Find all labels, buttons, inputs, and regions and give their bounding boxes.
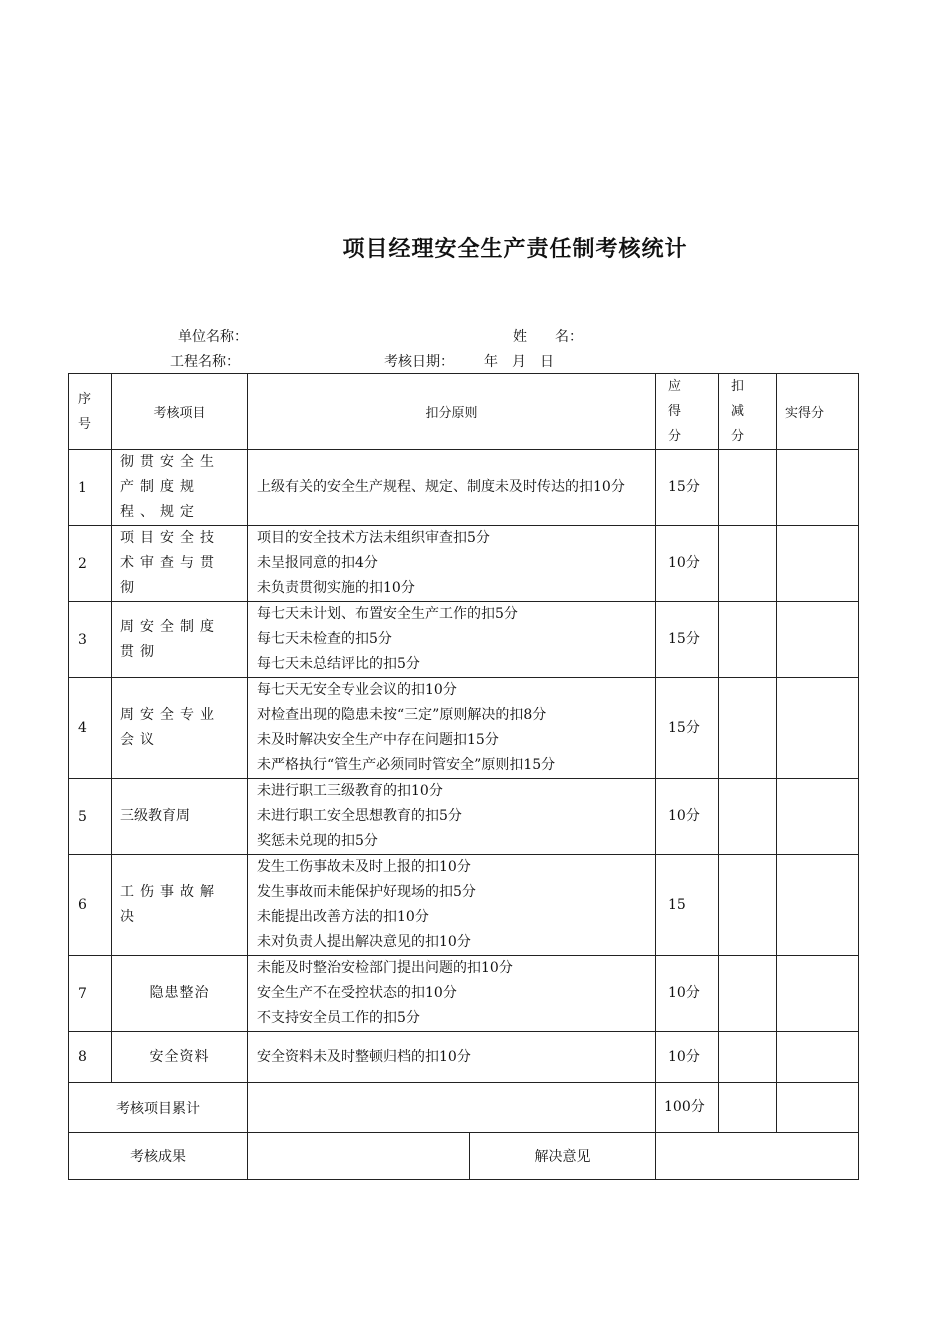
row-rules (248, 526, 656, 602)
row-seq: 5 (69, 779, 112, 855)
header-rule: 扣分原则 (248, 374, 656, 450)
rule-line: 每七天未计划、布置安全生产工作的扣5分 (257, 606, 518, 622)
row-rules (248, 602, 656, 678)
row-seq: 2 (69, 526, 112, 602)
total-blank-cell (248, 1083, 656, 1133)
row-due-score: 15分 (656, 602, 719, 678)
row-actual-cell (777, 779, 859, 855)
rule-line: 发生事故而未能保护好现场的扣5分 (257, 884, 476, 900)
table-row (69, 602, 859, 678)
row-deduct-cell (719, 450, 777, 526)
rule-line: 未进行职工安全思想教育的扣5分 (257, 808, 462, 824)
row-actual-cell (777, 602, 859, 678)
row-seq: 6 (69, 855, 112, 956)
assessment-date-value: 年 月 日 (484, 354, 554, 370)
row-due-score: 15 (656, 855, 719, 956)
row-due-score: 15分 (656, 678, 719, 779)
rule-line: 不支持安全员工作的扣5分 (257, 1010, 420, 1026)
row-due-score: 10分 (656, 1032, 719, 1083)
header-seq (69, 374, 112, 450)
rule-line: 未呈报同意的扣4分 (257, 555, 378, 571)
header-due (656, 374, 719, 450)
row-item: 项目安全技术审查与贯彻 (112, 526, 248, 602)
header-row (69, 374, 859, 450)
row-deduct-cell (719, 1032, 777, 1083)
row-item: 三级教育周 (112, 779, 248, 855)
row-rules (248, 779, 656, 855)
row-rules (248, 855, 656, 956)
table-row (69, 855, 859, 956)
row-rules (248, 1032, 656, 1083)
table-row (69, 956, 859, 1032)
header-due-text: 应得分 (668, 379, 682, 444)
row-item: 安全资料 (112, 1032, 248, 1083)
total-label: 考核项目累计 (69, 1083, 248, 1133)
row-due-score: 10分 (656, 526, 719, 602)
row-deduct-cell (719, 526, 777, 602)
row-item: 周安全专业会议 (112, 678, 248, 779)
rule-line: 未及时解决安全生产中存在问题扣15分 (257, 732, 499, 748)
table-row (69, 1032, 859, 1083)
rule-line: 奖惩未兑现的扣5分 (257, 833, 378, 849)
project-name-label: 工程名称： (170, 354, 240, 370)
unit-name-label: 单位名称： (178, 329, 248, 345)
row-due-score: 15分 (656, 450, 719, 526)
header-deduct (719, 374, 777, 450)
row-item: 隐患整治 (112, 956, 248, 1032)
opinion-label: 解决意见 (470, 1133, 656, 1180)
row-deduct-cell (719, 678, 777, 779)
rule-line: 安全资料未及时整顿归档的扣10分 (257, 1048, 471, 1065)
rule-line: 每七天无安全专业会议的扣10分 (257, 682, 457, 698)
row-item: 彻贯安全生产制度规程、规定 (112, 450, 248, 526)
rule-line: 安全生产不在受控状态的扣10分 (257, 985, 457, 1001)
row-deduct-cell (719, 602, 777, 678)
rule-line: 未对负责人提出解决意见的扣10分 (257, 934, 471, 950)
result-value-cell (248, 1133, 470, 1180)
row-seq: 4 (69, 678, 112, 779)
table-row (69, 779, 859, 855)
rule-line: 上级有关的安全生产规程、规定、制度未及时传达的扣10分 (257, 479, 625, 495)
row-actual-cell (777, 1032, 859, 1083)
header-item: 考核项目 (112, 374, 248, 450)
row-due-score: 10分 (656, 779, 719, 855)
table-row (69, 450, 859, 526)
row-item: 周安全制度贯彻 (112, 602, 248, 678)
rule-line: 未严格执行“管生产必须同时管安全”原则扣15分 (257, 757, 556, 773)
opinion-value-cell (656, 1133, 859, 1180)
page-title: 项目经理安全生产责任制考核统计 (342, 237, 688, 262)
person-name-label: 姓 名： (513, 329, 583, 345)
total-deduct-cell (719, 1083, 777, 1133)
rule-line: 发生工伤事故未及时上报的扣10分 (257, 859, 471, 875)
row-due-score: 10分 (656, 956, 719, 1032)
row-deduct-cell (719, 779, 777, 855)
row-rules (248, 678, 656, 779)
header-actual: 实得分 (777, 374, 859, 450)
row-actual-cell (777, 678, 859, 779)
total-actual-cell (777, 1083, 859, 1133)
row-seq: 3 (69, 602, 112, 678)
table-row (69, 678, 859, 779)
rule-line: 未进行职工三级教育的扣10分 (257, 783, 443, 799)
result-label: 考核成果 (69, 1133, 248, 1180)
header-seq-text: 序号 (78, 391, 92, 432)
row-actual-cell (777, 956, 859, 1032)
rule-line: 未负责贯彻实施的扣10分 (257, 580, 415, 596)
header-deduct-text: 扣减分 (731, 379, 745, 444)
row-actual-cell (777, 450, 859, 526)
result-row (69, 1133, 859, 1180)
rule-line: 每七天未检查的扣5分 (257, 631, 392, 647)
row-seq: 1 (69, 450, 112, 526)
total-score: 100分 (656, 1083, 719, 1133)
rule-line: 未能提出改善方法的扣10分 (257, 909, 429, 925)
rule-line: 项目的安全技术方法未组织审查扣5分 (257, 530, 490, 546)
row-actual-cell (777, 855, 859, 956)
row-actual-cell (777, 526, 859, 602)
row-deduct-cell (719, 855, 777, 956)
rule-line: 未能及时整治安检部门提出问题的扣10分 (257, 960, 513, 976)
row-rules (248, 956, 656, 1032)
row-seq: 8 (69, 1032, 112, 1083)
assessment-table (68, 373, 859, 1180)
total-row (69, 1083, 859, 1133)
row-rules (248, 450, 656, 526)
row-seq: 7 (69, 956, 112, 1032)
assessment-date-label: 考核日期： (384, 354, 454, 370)
row-item: 工伤事故解决 (112, 855, 248, 956)
row-deduct-cell (719, 956, 777, 1032)
rule-line: 对检查出现的隐患未按“三定”原则解决的扣8分 (257, 707, 547, 723)
rule-line: 每七天未总结评比的扣5分 (257, 656, 420, 672)
table-row (69, 526, 859, 602)
